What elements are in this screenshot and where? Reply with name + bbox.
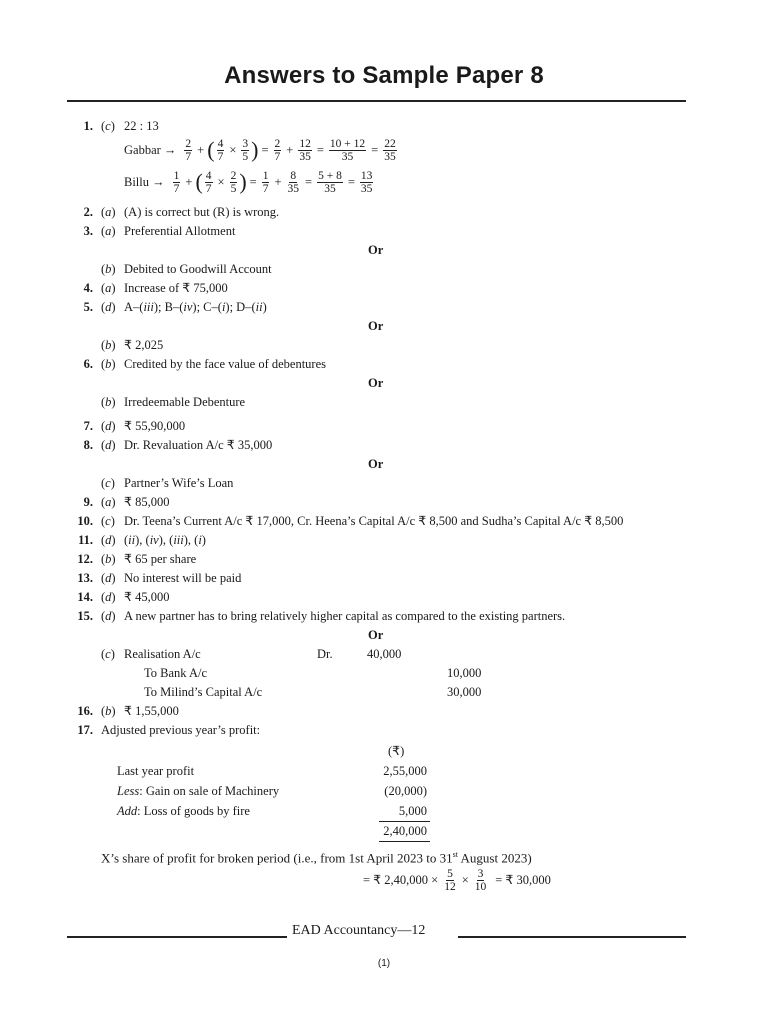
fraction: $\frac{2}{5}$ <box>230 169 237 195</box>
fraction: $\frac{22}{35}$ <box>384 137 396 163</box>
gabbar-calculation: Gabbar → $\frac{2}{7}$ + ( $\frac{4}{7}$ × $\frac{3}{5}$ ) = $\frac{2}{7}$ + $\frac{12}{35}$ = $\frac{10 + 12}{35}$ = $\frac{22}{35}$ <box>124 137 396 163</box>
fraction: $\frac{13}{35}$ <box>360 169 373 195</box>
share-description: X’s share of profit for broken period (i.e., from 1st April 2023 to 31st August 2023) <box>101 850 532 866</box>
footer-rule-left <box>67 936 287 938</box>
total-rule <box>379 821 430 822</box>
currency-header: (₹) <box>388 744 405 758</box>
fraction: $\frac{12}{35}$ <box>299 137 311 163</box>
fraction: $\frac{8}{35}$ <box>287 169 300 195</box>
footer-rule-right <box>458 936 686 938</box>
fraction: $\frac{5 + 8}{35}$ <box>318 169 342 195</box>
profit-total: 2,40,000 <box>383 824 427 838</box>
fraction: $\frac{2}{7}$ <box>185 137 192 163</box>
page-title: Answers to Sample Paper 8 <box>224 62 544 89</box>
share-calculation: = ₹ 2,40,000 × $\frac{5}{12}$ × $\frac{3}{10}$ = ₹ 30,000 <box>363 867 551 893</box>
fraction: $\frac{3}{5}$ <box>242 137 249 163</box>
footer-title: EAD Accountancy—12 <box>292 923 426 938</box>
fraction: $\frac{4}{7}$ <box>205 169 212 195</box>
fraction: $\frac{1}{7}$ <box>173 169 180 195</box>
fraction: $\frac{2}{7}$ <box>274 137 281 163</box>
title-rule <box>67 100 686 102</box>
fraction: $\frac{10 + 12}{35}$ <box>329 137 366 163</box>
billu-calculation: Billu → $\frac{1}{7}$ + ( $\frac{4}{7}$ × $\frac{2}{5}$ ) = $\frac{1}{7}$ + $\frac{8}{35}$ = $\frac{5 + 8}{35}$ = $\frac{13}{35}$ <box>124 169 373 195</box>
fraction: $\frac{5}{12}$ <box>444 867 456 893</box>
fraction: $\frac{4}{7}$ <box>217 137 224 163</box>
total-rule <box>379 841 430 842</box>
fraction: $\frac{1}{7}$ <box>262 169 269 195</box>
page-number: (1) <box>377 958 391 969</box>
fraction: $\frac{3}{10}$ <box>474 867 487 893</box>
